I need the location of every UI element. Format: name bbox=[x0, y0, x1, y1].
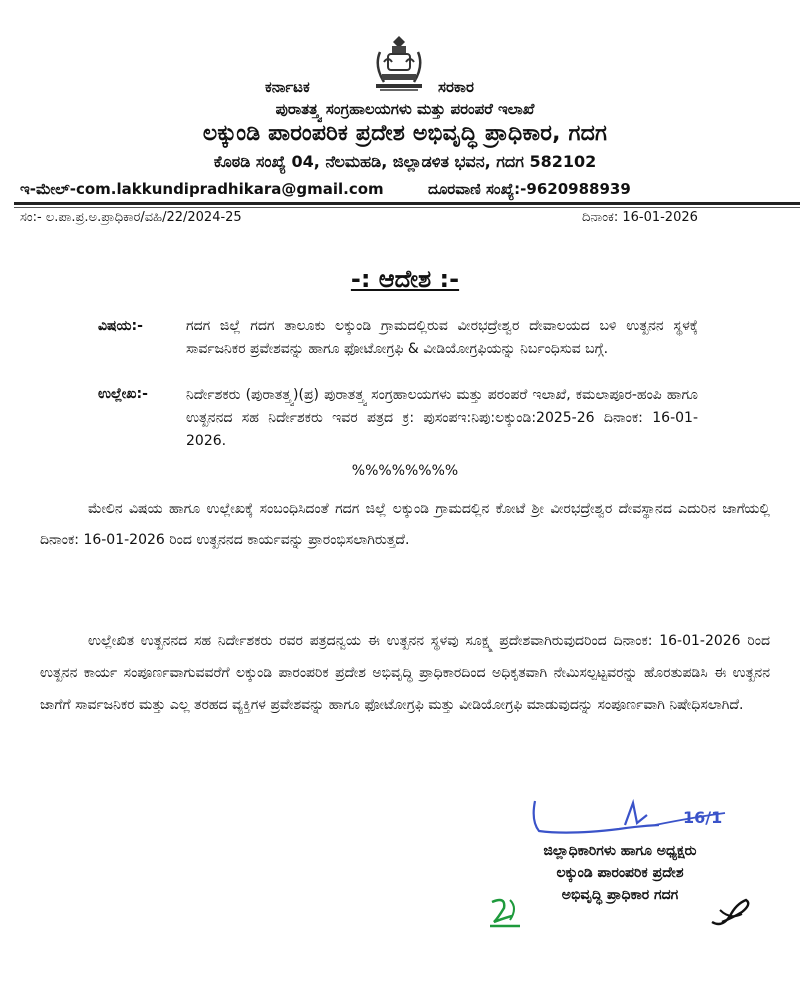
authority-name: ಲಕ್ಕುಂಡಿ ಪಾರಂಪರಿಕ ಪ್ರದೇಶ ಅಭಿವೃದ್ಧಿ ಪ್ರಾಧಿಕಾರ, ಗದಗ bbox=[202, 121, 608, 146]
separator-line: %%%%%%%% bbox=[351, 463, 459, 479]
reference-number: ಸಂ:- ಲ.ಪಾ.ಪ್ರ.ಅ.ಪ್ರಾಧಿಕಾರ/ವಹಿ/22/2024-25 bbox=[20, 210, 242, 225]
body-paragraph-1: ಮೇಲಿನ ವಿಷಯ ಹಾಗೂ ಉಲ್ಲೇಖಕ್ಕೆ ಸಂಬಂಧಿಸಿದಂತೆ ಗದಗ ಜಿಲ್ಲೆ ಲಕ್ಕುಂಡಿ ಗ್ರಾಮದಲ್ಲಿನ ಕೋಟೆ ಶ್ರೀ ವೀರಭದ್ರೇಶ್ವರ ದೇವಸ್ಥಾನದ ಎದುರಿನ ಜಾಗೆಯಲ್ಲಿ ದಿನಾಂಕ: 16-01-2026 ರಿಂದ ಉತ್ಖನನದ ಕಾರ್ಯವನ್ನು ಪ್ರಾರಂಭಿಸಲಾಗಿರುತ್ತದೆ. bbox=[40, 501, 770, 548]
reference-text: ನಿರ್ದೇಶಕರು (ಪುರಾತತ್ತ್ವ)(ಪ್ರ) ಪುರಾತತ್ತ್ವ ಸಂಗ್ರಹಾಲಯಗಳು ಮತ್ತು ಪರಂಪರೆ ಇಲಾಖೆ, ಕಮಲಾಪೂರ-ಹಂಪಿ ಹಾಗೂ ಉತ್ಖನನದ ಸಹ ನಿರ್ದೇಶಕರು ಇವರ ಪತ್ರದ ಕ್ರ: ಪುಸಂಪಇ:ನಿಪು:ಲಕ್ಕುಂಡಿ:2025-26 ದಿನಾಂಕ: 16-01-2026. bbox=[186, 387, 698, 449]
subject-text: ಗದಗ ಜಿಲ್ಲೆ ಗದಗ ತಾಲೂಕು ಲಕ್ಕುಂಡಿ ಗ್ರಾಮದಲ್ಲಿರುವ ವೀರಭದ್ರೇಶ್ವರ ದೇವಾಲಯದ ಬಳಿ ಉತ್ಖನನ ಸ್ಥಳಕ್ಕೆ ಸಾರ್ವಜನಿಕರ ಪ್ರವೇಶವನ್ನು ಹಾಗೂ ಫೋಟೋಗ್ರಫಿ & ವೀಡಿಯೋಗ್ರಫಿಯನ್ನು ನಿರ್ಬಂಧಿಸುವ ಬಗ್ಗೆ. bbox=[186, 318, 698, 357]
department-name: ಪುರಾತತ್ತ್ವ ಸಂಗ್ರಹಾಲಯಗಳು ಮತ್ತು ಪರಂಪರೆ ಇಲಾಖೆ bbox=[275, 100, 535, 118]
signature-date-mark: 16/1 bbox=[683, 808, 723, 827]
signatory-title: ಜಿಲ್ಲಾಧಿಕಾರಿಗಳು ಹಾಗೂ ಅಧ್ಯಕ್ಷರು bbox=[543, 843, 697, 859]
order-date: ದಿನಾಂಕ: 16-01-2026 bbox=[582, 210, 698, 225]
phone-number: ದೂರವಾಣಿ ಸಂಖ್ಯೆ:-9620988939 bbox=[428, 180, 631, 198]
reference-label: ಉಲ್ಲೇಖ:- bbox=[98, 386, 148, 402]
green-initials-icon bbox=[486, 892, 526, 932]
header-right-word: ಸರಕಾರ bbox=[438, 78, 474, 96]
header-left-word: ಕರ್ನಾಟಕ bbox=[265, 78, 310, 96]
signatory-authority: ಲಕ್ಕುಂಡಿ ಪಾರಂಪರಿಕ ಪ್ರದೇಶ bbox=[556, 865, 684, 881]
header-divider-thick bbox=[14, 202, 800, 205]
office-address: ಕೊಠಡಿ ಸಂಖ್ಯೆ 04, ನೆಲಮಹಡಿ, ಜಿಲ್ಲಾಡಳಿತ ಭವನ, ಗದಗ 582102 bbox=[213, 152, 597, 171]
subject-label: ವಿಷಯ:- bbox=[98, 318, 143, 334]
state-emblem-icon bbox=[370, 32, 428, 94]
body-paragraph-2: ಉಲ್ಲೇಖಿತ ಉತ್ಖನನದ ಸಹ ನಿರ್ದೇಶಕರು ರವರ ಪತ್ರದನ್ವಯ ಈ ಉತ್ಖನನ ಸ್ಥಳವು ಸೂಕ್ಷ್ಮ ಪ್ರದೇಶವಾಗಿರುವುದರಿಂದ ದಿನಾಂಕ: 16-01-2026 ರಿಂದ ಉತ್ಖನನ ಕಾರ್ಯ ಸಂಪೂರ್ಣವಾಗುವವರೆಗೆ ಲಕ್ಕುಂಡಿ ಪಾರಂಪರಿಕ ಪ್ರದೇಶ ಅಭಿವೃದ್ಧಿ ಪ್ರಾಧಿಕಾರದಿಂದ ಅಧಿಕೃತವಾಗಿ ನೇಮಿಸಲ್ಪಟ್ಟವರನ್ನು ಹೊರತುಪಡಿಸಿ ಈ ಉತ್ಖನನ ಜಾಗೆಗೆ ಸಾರ್ವಜನಿಕರ ಮತ್ತು ಎಲ್ಲ ತರಹದ ವ್ಯಕ್ತಿಗಳ ಪ್ರವೇಶವನ್ನು ಹಾಗೂ ಫೋಟೋಗ್ರಫಿ ಮತ್ತು ವೀಡಿಯೋಗ್ರಫಿ ಮಾಡುವುದನ್ನು ಸಂಪೂರ್ಣವಾಗಿ ನಿಷೇಧಿಸಲಾಗಿದೆ. bbox=[40, 633, 770, 713]
order-title bbox=[0, 265, 810, 293]
order-title-text: -: ಆದೇಶ :- bbox=[350, 265, 460, 293]
signatory-authority-2: ಅಭಿವೃದ್ಧಿ ಪ್ರಾಧಿಕಾರ ಗದಗ bbox=[561, 887, 679, 903]
email-address: ಇ-ಮೇಲ್-com.lakkundipradhikara@gmail.com bbox=[20, 180, 384, 198]
flourish-signature-icon bbox=[706, 892, 756, 932]
header-divider-thin bbox=[14, 207, 800, 208]
